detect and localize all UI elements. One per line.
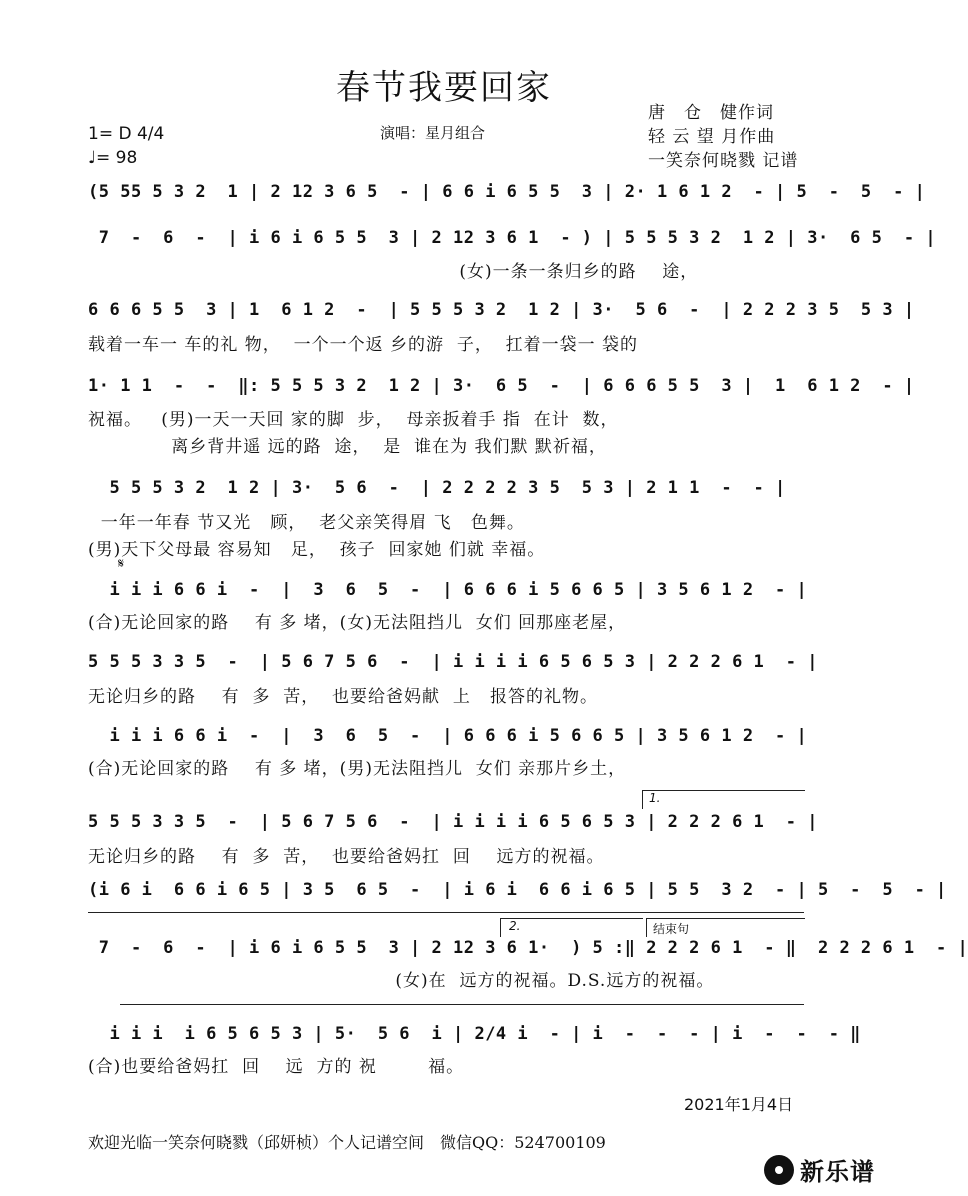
transcriber-credit: 一笑奈何晓戮 记谱 xyxy=(648,151,799,171)
ending-phrase-label: 结束句 xyxy=(653,922,690,936)
lyric-line: (合)无论回家的路 有 多 堵，(女)无法阻挡儿 女们 回那座老屋， xyxy=(88,613,627,633)
score-system-8: i i i 6 6 i - | 3 6 5 - | 6 6 6 i 5 6 6 5 | 3 5 6 1 2 - | xyxy=(88,726,808,746)
first-ending-bracket xyxy=(642,790,805,809)
score-system-7: 5 5 5 3 3 5 - | 5 6 7 5 6 - | i i i i 6 5 6 5 3 | 2 2 2 6 1 - | xyxy=(88,652,818,672)
score-system-4: 1· 1 1 - - ‖: 5 5 5 3 2 1 2 | 3· 6 5 - | 6 6 6 5 5 3 | 1 6 1 2 - | xyxy=(88,376,915,396)
lyric-line: (女)在 远方的祝福。D.S.远方的祝福。 xyxy=(88,971,715,991)
lyric-line: (女)一条一条归乡的路 途， xyxy=(88,262,699,282)
segno-sign: 𝄋 xyxy=(118,556,125,572)
ending-phrase-bracket xyxy=(646,918,805,937)
tempo-mark: ♩= 98 xyxy=(88,148,138,168)
lyric-line: 无论归乡的路 有 多 苦， 也要给爸妈献 上 报答的礼物。 xyxy=(88,687,599,707)
score-system-12: i i i i 6 5 6 5 3 | 5· 5 6 i | 2/4 i - | i - - - | i - - - ‖ xyxy=(88,1024,861,1044)
footer-text: 欢迎光临一笑奈何晓戮（邱妍桢）个人记谱空间 微信QQ：524700109 xyxy=(88,1133,606,1152)
first-ending-label: 1. xyxy=(649,791,661,805)
key-signature: 1= D 4/4 xyxy=(88,124,165,144)
lyric-line: 一年一年春 节又光 顾， 老父亲笑得眉 飞 色舞。 xyxy=(88,513,525,533)
lyric-line: (男)天下父母最 容易知 足， 孩子 回家她 们就 幸福。 xyxy=(88,540,546,560)
score-system-1: (5 55 5 3 2 1 | 2 12 3 6 5 - | 6 6 i 6 5 5 3 | 2· 1 6 1 2 - | 5 - 5 - | xyxy=(88,182,926,202)
score-system-5: 5 5 5 3 2 1 2 | 3· 5 6 - | 2 2 2 2 3 5 5 3 | 2 1 1 - - | xyxy=(88,478,786,498)
composer-credit: 轻 云 望 月作曲 xyxy=(648,127,776,147)
logo-text: 新乐谱 xyxy=(800,1158,875,1186)
lyric-line: 无论归乡的路 有 多 苦， 也要给爸妈扛 回 远方的祝福。 xyxy=(88,847,605,867)
staff-rule xyxy=(88,912,804,913)
lyric-line: 祝福。 (男)一天一天回 家的脚 步， 母亲扳着手 指 在计 数， xyxy=(88,410,619,430)
second-ending-label: 2. xyxy=(509,919,521,933)
lyric-line: 载着一车一 车的礼 物， 一个一个返 乡的游 子， 扛着一袋一 袋的 xyxy=(88,335,639,355)
record-icon xyxy=(764,1155,794,1185)
site-logo xyxy=(764,1152,875,1187)
score-system-11: 7 - 6 - | i 6 i 6 5 5 3 | 2 12 3 6 1· ) 5 :‖ 2 2 2 6 1 - ‖ 2 2 2 6 1 - | xyxy=(88,938,968,958)
second-ending-bracket xyxy=(500,918,643,937)
staff-rule xyxy=(120,1004,804,1005)
lyric-line: (合)也要给爸妈扛 回 远 方的 祝 福。 xyxy=(88,1057,465,1077)
lyric-line: (合)无论回家的路 有 多 堵，(男)无法阻挡儿 女们 亲那片乡土， xyxy=(88,759,627,779)
transcription-date: 2021年1月4日 xyxy=(684,1095,794,1114)
lyricist-credit: 唐 仓 健作词 xyxy=(648,103,774,123)
song-title: 春节我要回家 xyxy=(336,68,552,108)
score-system-6: i i i 6 6 i - | 3 6 5 - | 6 6 6 i 5 6 6 5 | 3 5 6 1 2 - | xyxy=(88,580,808,600)
lyric-line: 离乡背井遥 远的路 途， 是 谁在为 我们默 默祈福， xyxy=(88,437,607,457)
score-system-10: (i 6 i 6 6 i 6 5 | 3 5 6 5 - | i 6 i 6 6 i 6 5 | 5 5 3 2 - | 5 - 5 - | xyxy=(88,880,947,900)
score-system-9: 5 5 5 3 3 5 - | 5 6 7 5 6 - | i i i i 6 5 6 5 3 | 2 2 2 6 1 - | xyxy=(88,812,818,832)
score-system-2: 7 - 6 - | i 6 i 6 5 5 3 | 2 12 3 6 1 - ) | 5 5 5 3 2 1 2 | 3· 6 5 - | xyxy=(88,228,937,248)
score-system-3: 6 6 6 5 5 3 | 1 6 1 2 - | 5 5 5 3 2 1 2 | 3· 5 6 - | 2 2 2 3 5 5 3 | xyxy=(88,300,915,320)
singer-credit: 演唱：星月组合 xyxy=(380,124,486,142)
